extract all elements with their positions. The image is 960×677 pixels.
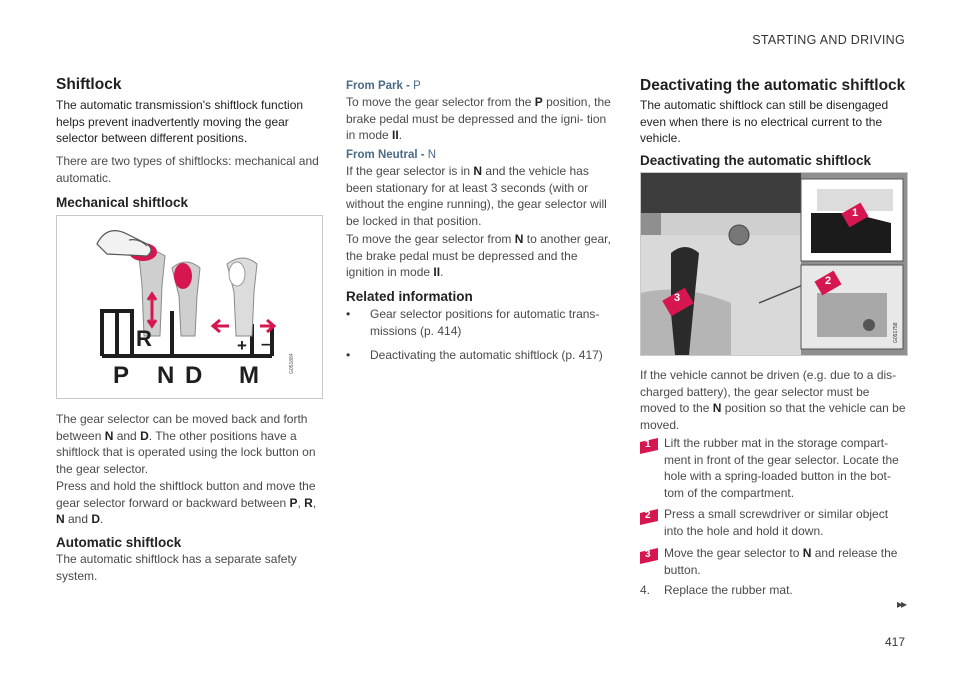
- mechanical-paragraph-1: The gear selector can be moved back and forth between N and D. The other positions have a shiftlock that is operated using the lock button on the gear selector.: [56, 412, 316, 476]
- next-page-arrow-icon[interactable]: ▸▸: [896, 597, 905, 611]
- gate-label-plus: +: [237, 336, 247, 355]
- heading-from-neutral: From Neutral - N: [346, 149, 437, 161]
- deactivation-photo-figure: [640, 172, 908, 356]
- heading-related-information: Related information: [346, 289, 473, 304]
- gear-letter-p: P: [113, 362, 130, 389]
- step-number: 2: [645, 510, 651, 521]
- step-number: 4.: [640, 583, 651, 597]
- console-photo-illustration: [641, 173, 907, 355]
- page-number: 417: [884, 635, 905, 649]
- step-text: Press a small screwdriver or similar object into the hole and hold it down.: [664, 507, 889, 538]
- step-text: Lift the rubber mat in the storage compart- ment in front of the gear selector. Locate the hole with a spring-loaded button in the bot- tom of the compartment.: [664, 436, 899, 500]
- gear-letter-m: M: [239, 362, 259, 389]
- step-text: Move the gear selector to N and release the button.: [664, 546, 898, 577]
- gate-label-minus: –: [261, 334, 271, 353]
- mechanical-paragraph-2: Press and hold the shiftlock button and move the gear selector forward or backward between P, R, N and D.: [56, 479, 317, 527]
- heading-from-park: From Park - P: [346, 80, 421, 92]
- title-shiftlock: Shiftlock: [56, 76, 122, 93]
- gear-letter-d: D: [185, 362, 203, 389]
- section-header: STARTING AND DRIVING: [752, 33, 905, 47]
- title-deactivating: Deactivating the automatic shiftlock: [640, 77, 906, 94]
- automatic-shiftlock-text: The automatic shiftlock has a separate safety system.: [56, 552, 297, 583]
- figure-code: G051884: [289, 353, 295, 374]
- step-number: 3: [645, 549, 651, 560]
- gear-letter-n: N: [157, 362, 175, 389]
- step-text: Replace the rubber mat.: [664, 583, 793, 597]
- from-neutral-paragraph-2: To move the gear selector from N to another gear, the brake pedal must be depressed and the ignition in mode II.: [346, 232, 611, 280]
- shiftlock-lead: The automatic transmission's shiftlock function helps prevent inadvertently moving the gear selector between different positions.: [56, 98, 304, 146]
- shiftlock-intro: There are two types of shiftlocks: mechanical and automatic.: [56, 154, 319, 185]
- figure-code: G051758: [893, 322, 899, 343]
- heading-deactivating-sub: Deactivating the automatic shiftlock: [640, 153, 872, 168]
- photo-badge-1: 1: [852, 207, 859, 219]
- related-item[interactable]: • Deactivating the automatic shiftlock (p. 417): [346, 348, 603, 363]
- deactivating-intro: If the vehicle cannot be driven (e.g. due to a dis- charged battery), the gear selector must be moved to the N position so that the vehicle can be moved.: [640, 368, 906, 432]
- deactivating-lead: The automatic shiftlock can still be disengaged even when there is no electrical current to the vehicle.: [640, 98, 889, 146]
- mechanical-shiftlock-figure: [56, 215, 323, 399]
- photo-badge-2: 2: [825, 275, 832, 287]
- heading-automatic-shiftlock: Automatic shiftlock: [56, 535, 182, 550]
- from-neutral-paragraph-1: If the gear selector is in N and the vehicle has been stationary for at least 3 seconds (with or without the engine running), the gear selector will be locked in that position.: [346, 164, 607, 228]
- photo-badge-3: 3: [674, 292, 681, 304]
- gate-label-r: R: [136, 326, 152, 351]
- step-number: 1: [645, 439, 651, 450]
- related-item[interactable]: • Gear selector positions for automatic trans- missions (p. 414): [346, 307, 600, 338]
- heading-mechanical-shiftlock: Mechanical shiftlock: [56, 195, 189, 210]
- related-list: [346, 306, 612, 364]
- from-park-text: To move the gear selector from the P position, the brake pedal must be depressed and the igni- tion in mode II.: [346, 95, 611, 143]
